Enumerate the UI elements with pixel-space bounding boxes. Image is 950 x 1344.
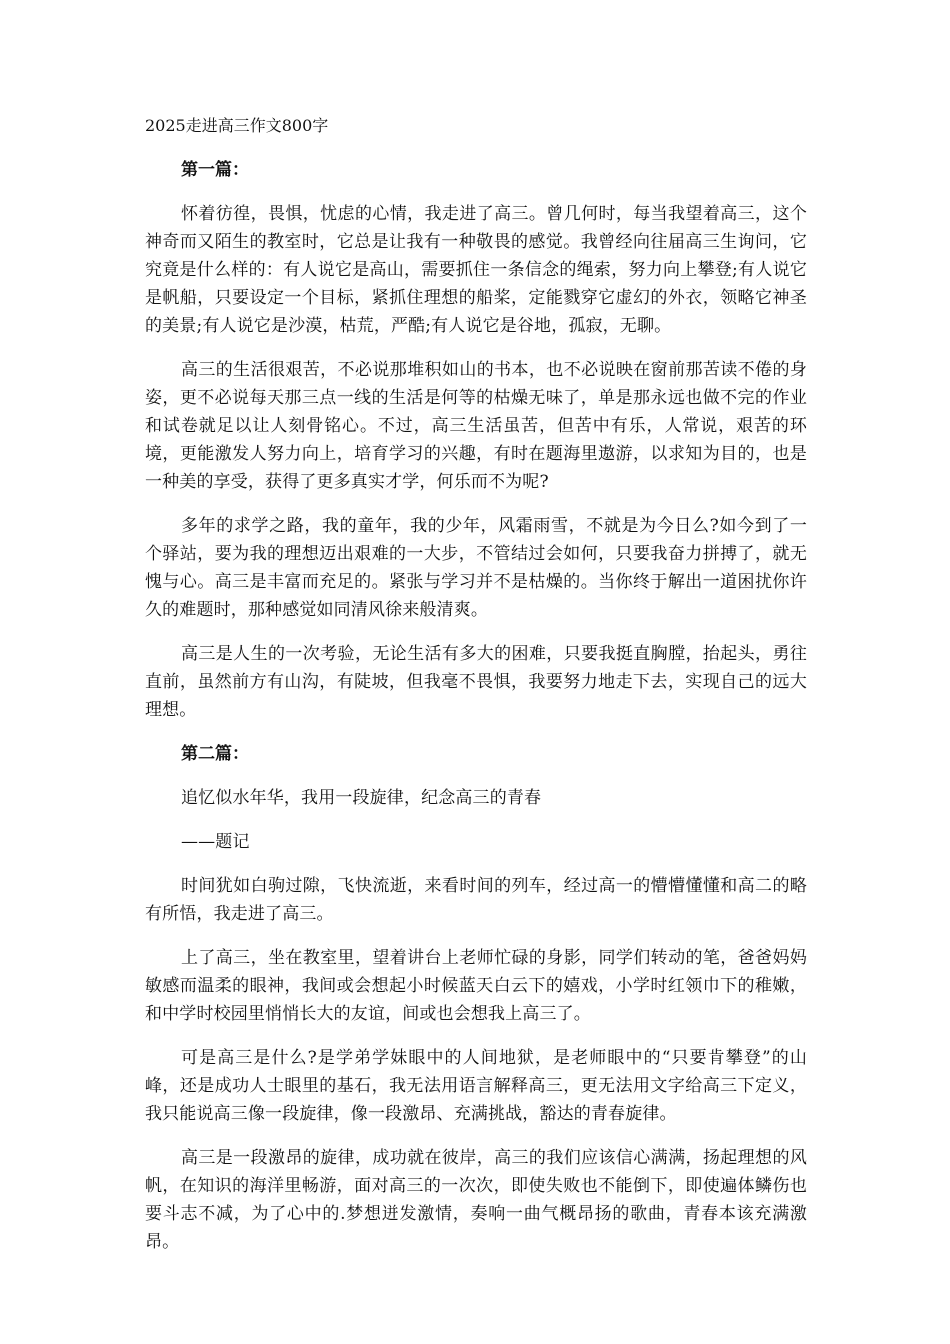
paragraph: 高三的生活很艰苦，不必说那堆积如山的书本，也不必说映在窗前那苦读不倦的身姿，更不必说每天那三点一线的生活是何等的枯燥无味了，单是那永远也做不完的作业和试卷就足以让人刻骨铭心。不过，高三生活虽苦，但苦中有乐，人常说，艰苦的环境，更能激发人努力向上，培育学习的兴趣，有时在题海里遨游，以求知为目的，也是一种美的享受，获得了更多真实才学，何乐而不为呢?: [145, 360, 807, 492]
essay-section-1: [145, 156, 807, 724]
paragraph: 追忆似水年华，我用一段旋律，纪念高三的青春: [181, 788, 542, 808]
section-heading: 第二篇：: [181, 744, 249, 764]
paragraph: 可是高三是什么?是学弟学妹眼中的人间地狱，是老师眼中的“只要肯攀登”的山峰，还是成功人士眼里的基石，我无法用语言解释高三，更无法用文字给高三下定义，我只能说高三像一段旋律，像一段激昂、充满挑战，豁达的青春旋律。: [145, 1048, 807, 1124]
paragraph: 多年的求学之路，我的童年，我的少年，风霜雨雪，不就是为今日么?如今到了一个驿站，要为我的理想迈出艰难的一大步，不管结过会如何，只要我奋力拼搏了，就无愧与心。高三是丰富而充足的。紧张与学习并不是枯燥的。当你终于解出一道困扰你许久的难题时，那种感觉如同清风徐来般清爽。: [145, 516, 807, 620]
essay-section-2: [145, 740, 807, 1256]
paragraph: 怀着彷徨，畏惧，忧虑的心情，我走进了高三。曾几何时，每当我望着高三，这个神奇而又陌生的教室时，它总是让我有一种敬畏的感觉。我曾经向往届高三生询问，它究竟是什么样的：有人说它是高山，需要抓住一条信念的绳索，努力向上攀登;有人说它是帆船，只要设定一个目标，紧抓住理想的船桨，定能戮穿它虚幻的外衣，领略它神圣的美景;有人说它是沙漠，枯荒，严酷;有人说它是谷地，孤寂，无聊。: [145, 204, 807, 336]
paragraph: 时间犹如白驹过隙，飞快流逝，来看时间的列车，经过高一的懵懵懂懂和高二的略有所悟，我走进了高三。: [145, 876, 807, 924]
document-title: 2025走进高三作文800字: [145, 116, 329, 135]
paragraph: 高三是人生的一次考验，无论生活有多大的困难，只要我挺直胸膛，抬起头，勇往直前，虽然前方有山沟，有陡坡，但我毫不畏惧，我要努力地走下去，实现自己的远大理想。: [145, 644, 807, 720]
document-page: [145, 112, 807, 1272]
section-heading: 第一篇：: [181, 160, 249, 180]
paragraph: 上了高三，坐在教室里，望着讲台上老师忙碌的身影，同学们转动的笔，爸爸妈妈敏感而温柔的眼神，我间或会想起小时候蓝天白云下的嬉戏，小学时红领巾下的稚嫩，和中学时校园里悄悄长大的友谊，间或也会想我上高三了。: [145, 948, 807, 1024]
epigraph-attribution: ——题记: [181, 832, 250, 852]
paragraph: 高三是一段激昂的旋律，成功就在彼岸，高三的我们应该信心满满，扬起理想的风帆，在知识的海洋里畅游，面对高三的一次次，即使失败也不能倒下，即使遍体鳞伤也要斗志不减，为了心中的.梦想迸发激情，奏响一曲气概昂扬的歌曲，青春本该充满激昂。: [145, 1148, 807, 1252]
